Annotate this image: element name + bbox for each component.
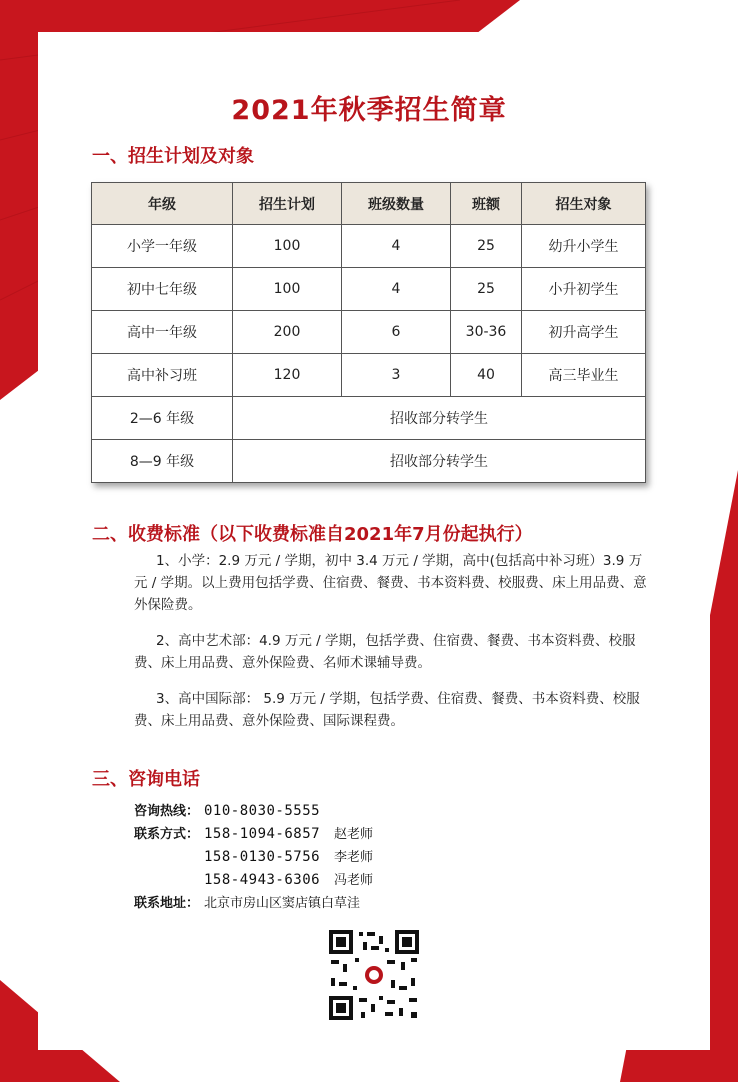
page-title: 2021年秋季招生简章 xyxy=(231,95,507,126)
qr-code-icon xyxy=(327,928,421,1022)
fee-item: 1、小学：2.9 万元 / 学期，初中 3.4 万元 / 学期，高中(包括高中补习班）3.9 万元 / 学期。以上费用包括学费、住宿费、餐费、书本资料费、校服费、床上用品费、意外保险费。 xyxy=(134,553,647,613)
contact-row xyxy=(134,846,373,869)
table-cell: 120 xyxy=(233,354,342,397)
table-cell: 3 xyxy=(342,354,451,397)
address-label: 联系地址： xyxy=(134,896,200,911)
contact-block xyxy=(134,800,373,915)
contact-name: 李老师 xyxy=(334,850,374,865)
fee-item: 3、高中国际部： 5.9 万元 / 学期，包括学费、住宿费、餐费、书本资料费、校服费、床上用品费、意外保险费、国际课程费。 xyxy=(134,691,640,729)
contact-row xyxy=(134,869,373,892)
table-header-row xyxy=(92,183,646,225)
table-row xyxy=(92,354,646,397)
table-row xyxy=(92,311,646,354)
column-header: 班额 xyxy=(451,183,522,225)
contact-name: 冯老师 xyxy=(334,873,374,888)
table-row xyxy=(92,397,646,440)
table-cell: 100 xyxy=(233,268,342,311)
column-header: 招生计划 xyxy=(233,183,342,225)
table-cell: 4 xyxy=(342,268,451,311)
table-cell: 幼升小学生 xyxy=(522,225,646,268)
table-cell: 招收部分转学生 xyxy=(233,440,646,483)
contact-row xyxy=(134,823,373,846)
table-cell: 高中补习班 xyxy=(92,354,233,397)
table-cell: 2—6 年级 xyxy=(92,397,233,440)
section-heading-plan: 一、招生计划及对象 xyxy=(92,146,254,167)
table-cell: 6 xyxy=(342,311,451,354)
table-cell: 初升高学生 xyxy=(522,311,646,354)
table-cell: 高三毕业生 xyxy=(522,354,646,397)
table-cell: 4 xyxy=(342,225,451,268)
address-text: 北京市房山区窦店镇白草洼 xyxy=(204,896,361,911)
table-cell: 30-36 xyxy=(451,311,522,354)
table-cell: 8—9 年级 xyxy=(92,440,233,483)
table-cell: 高中一年级 xyxy=(92,311,233,354)
table-row xyxy=(92,440,646,483)
table-row xyxy=(92,268,646,311)
section-heading-fees: 二、收费标准（以下收费标准自2021年7月份起执行） xyxy=(92,524,533,545)
table-cell: 初中七年级 xyxy=(92,268,233,311)
table-cell: 40 xyxy=(451,354,522,397)
table-cell: 小升初学生 xyxy=(522,268,646,311)
table-cell: 25 xyxy=(451,268,522,311)
contact-phone[interactable]: 158-4943-6306 xyxy=(204,872,321,888)
table-cell: 招收部分转学生 xyxy=(233,397,646,440)
address-row xyxy=(134,892,373,915)
hotline-label: 咨询热线： xyxy=(134,804,200,819)
fee-item: 2、高中艺术部：4.9 万元 / 学期，包括学费、住宿费、餐费、书本资料费、校服费、床上用品费、意外保险费、名师术课辅导费。 xyxy=(134,633,636,671)
contact-name: 赵老师 xyxy=(334,827,374,842)
hotline-row xyxy=(134,800,373,823)
contacts-label: 联系方式： xyxy=(134,827,200,842)
enrollment-plan-table xyxy=(91,182,646,483)
section-heading-contact: 三、咨询电话 xyxy=(92,769,200,790)
column-header: 招生对象 xyxy=(522,183,646,225)
hotline-number[interactable]: 010-8030-5555 xyxy=(204,803,321,819)
column-header: 班级数量 xyxy=(342,183,451,225)
contact-phone[interactable]: 158-0130-5756 xyxy=(204,849,321,865)
table-cell: 200 xyxy=(233,311,342,354)
table-cell: 小学一年级 xyxy=(92,225,233,268)
table-row xyxy=(92,225,646,268)
table-cell: 25 xyxy=(451,225,522,268)
column-header: 年级 xyxy=(92,183,233,225)
table-cell: 100 xyxy=(233,225,342,268)
contact-phone[interactable]: 158-1094-6857 xyxy=(204,826,321,842)
